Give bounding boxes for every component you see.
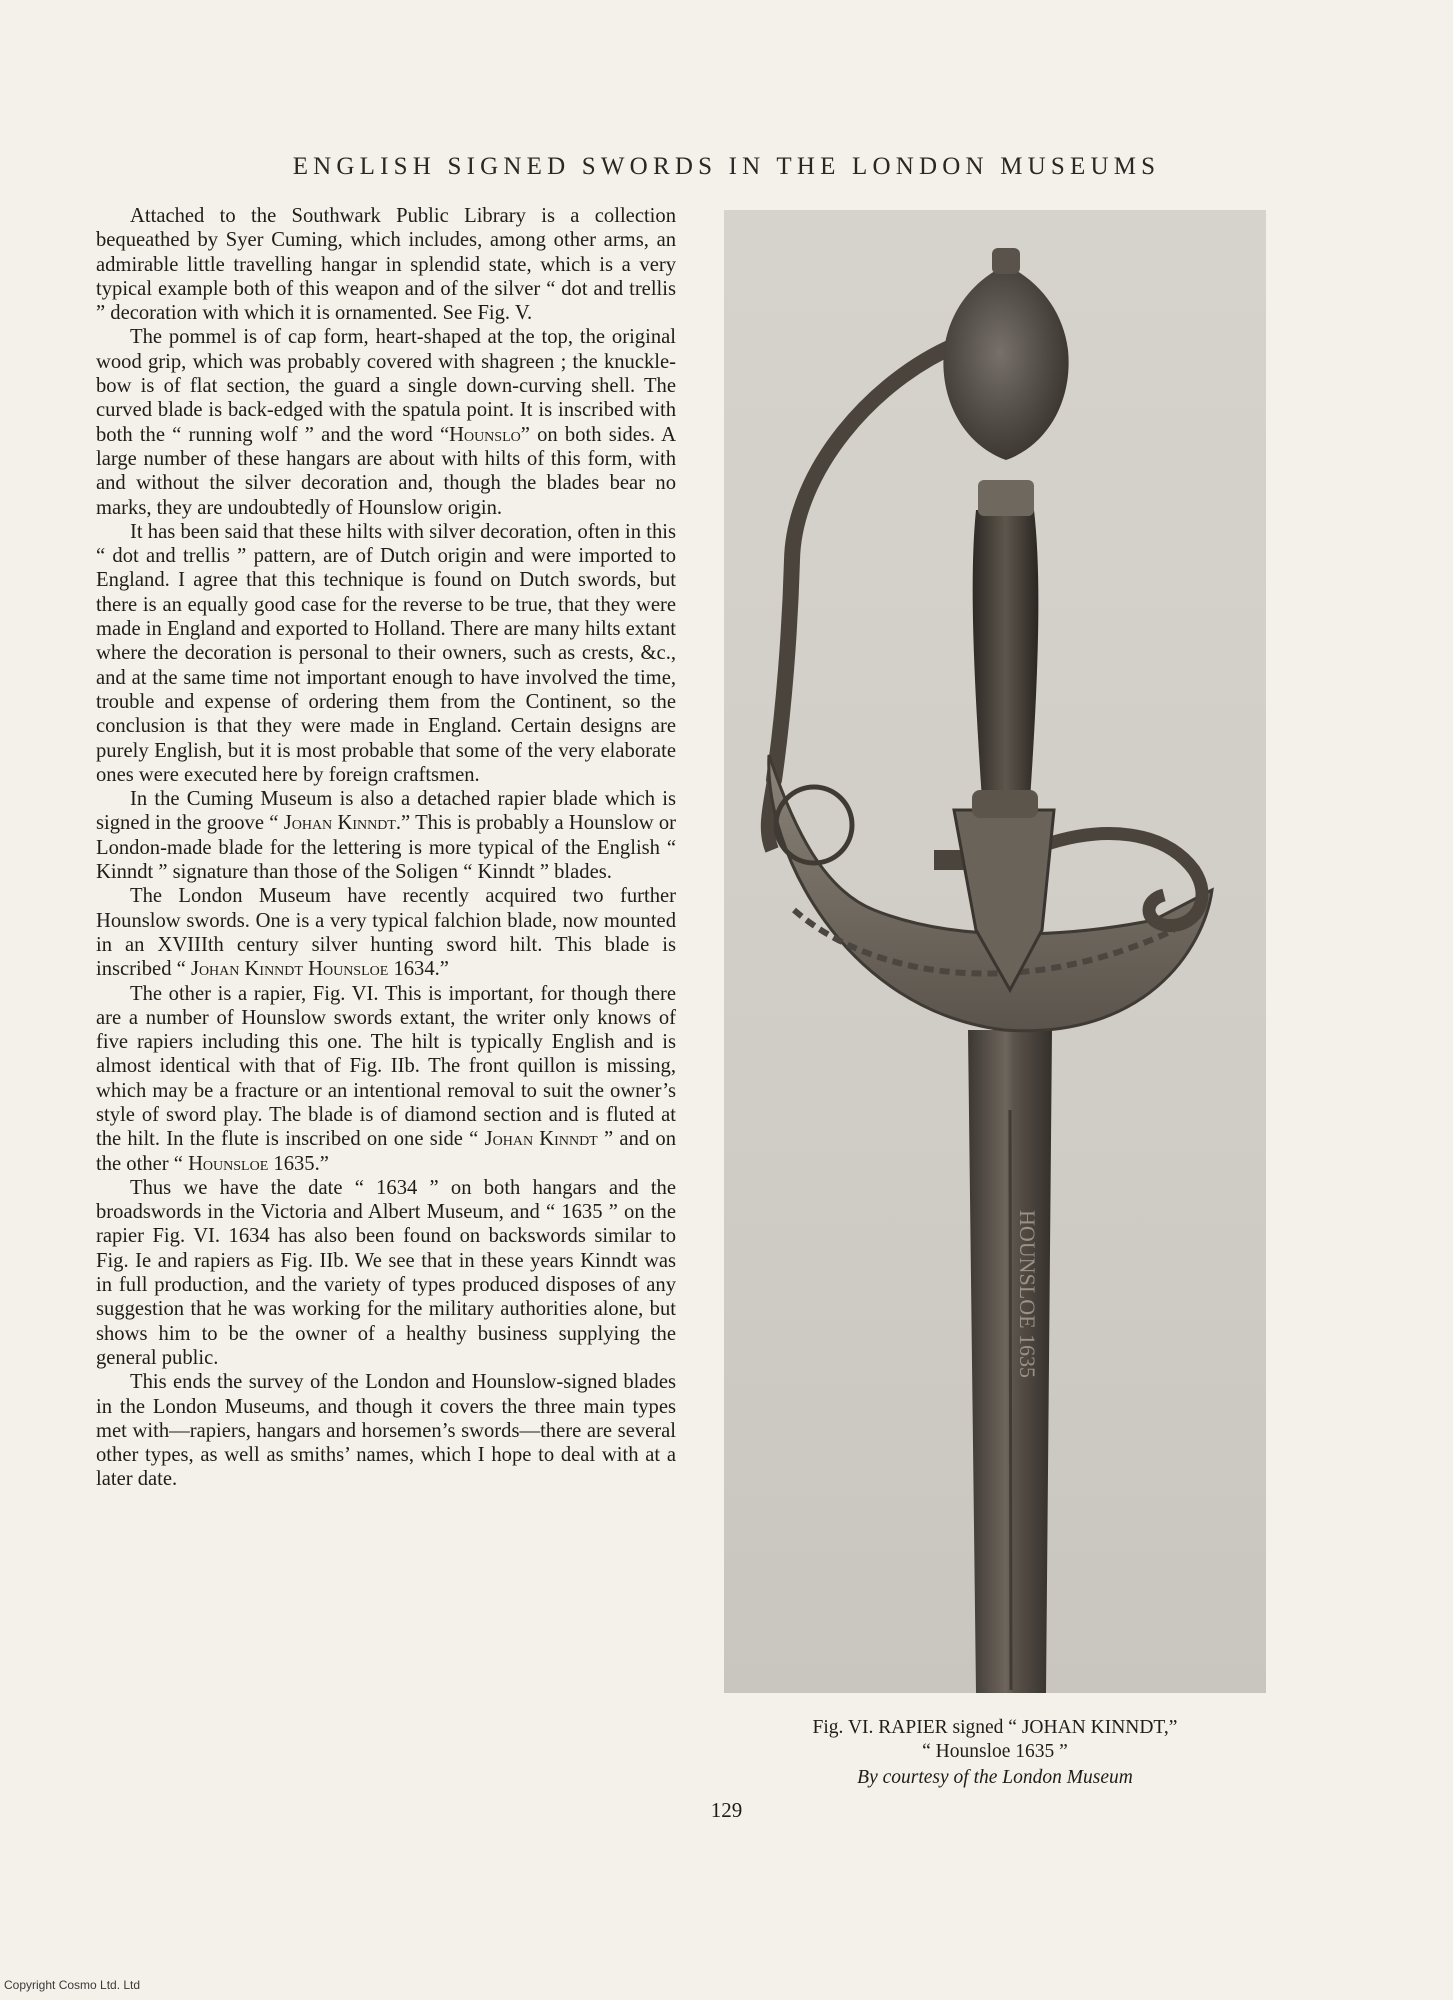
photo-credit: By courtesy of the London Museum [857,1767,1133,1788]
paragraph: It has been said that these hilts with silver decoration, often in this “ dot and trellis ” pattern, are of Dutch origin and were imported to England. I agree that this technique is found on Dutch swords, but there is an equally good case for the reverse to be true, that they were made in England and exported to Holland. There are many hilts extant where the decoration is personal to their owners, such as crests, &c., and at the same time not important enough to have involved the time, trouble and expense of ordering them from the Continent, so the conclusion is that they were made in England. Certain designs are purely English, but it is most probable that some of the very elaborate ones were executed here by foreign craftsmen. [96,520,676,786]
blade-inscription: HOUNSLOE 1635 [1015,1210,1040,1379]
article-body [96,204,676,1492]
copyright-notice: Copyright Cosmo Ltd. Ltd [4,1978,141,1992]
caption-line-1: Fig. VI. RAPIER signed “ JOHAN KINNDT,” [812,1717,1178,1738]
paragraph: Thus we have the date “ 1634 ” on both hangars and the broadswords in the Victoria and Albert Museum, and “ 1635 ” on the rapier Fig. VI. 1634 has also been found on backswords similar to Fig. Ie and rapiers as Fig. IIb. We see that in these years Kinndt was in full production, and the variety of types produced disposes of any suggestion that he was working for the military authorities alone, but shows him to be the owner of a healthy business supplying the general public. [96,1176,676,1369]
paragraph: This ends the survey of the London and Hounslow-signed blades in the London Museums, and though it covers the three main types met with—rapiers, hangars and horsemen’s swords—there are several other types, as well as smiths’ names, which I hope to deal with at a later date. [96,1371,676,1491]
rapier-photograph [724,210,1266,1693]
paragraph: The pommel is of cap form, heart-shaped at the top, the original wood grip, which was probably covered with shagreen ; the knuckle-bow is of flat section, the guard a single down-curving shell. The curved blade is back-edged with the spatula point. It is inscribed with both the “ running wolf ” and the word “Hounslo” on both sides. A large number of these hangars are about with hilts of this form, with and without the silver decoration and, though the blades bear no marks, they are undoubtedly of Hounslow origin. [96,326,676,519]
page-number: 129 [710,1798,743,1822]
running-title: ENGLISH SIGNED SWORDS IN THE LONDON MUSEUMS [292,153,1161,180]
rapier-illustration [724,210,1266,1693]
figure-caption [724,1716,1266,1790]
paragraph: The other is a rapier, Fig. VI. This is important, for though there are a number of Hounslow swords extant, the writer only knows of five rapiers including this one. The hilt is typically English and is almost identical with that of Fig. IIb. The front quillon is missing, which may be a fracture or an intentional removal to suit the owner’s style of sword play. The blade is of diamond section and is fluted at the hilt. In the flute is inscribed on one side “ Johan Kinndt ” and on the other “ Hounsloe 1635.” [96,982,676,1175]
paragraph: The London Museum have recently acquired two further Hounslow swords. One is a very typical falchion blade, now mounted in an XVIIIth century silver hunting sword hilt. This blade is inscribed “ Johan Kinndt Hounsloe 1634.” [96,885,676,981]
paragraph: In the Cuming Museum is also a detached rapier blade which is signed in the groove “ Johan Kinndt.” This is probably a Hounslow or London-made blade for the lettering is more typical of the English “ Kinndt ” signature than those of the Soligen “ Kinndt ” blades. [96,788,677,884]
paragraph: Attached to the Southwark Public Library is a collection bequeathed by Syer Cuming, which includes, among other arms, an admirable little travelling hangar in splendid state, which is a very typical example both of this weapon and of the silver “ dot and trellis ” decoration with which it is ornamented. See Fig. V. [96,205,676,325]
caption-line-2: “ Hounsloe 1635 ” [922,1741,1068,1762]
